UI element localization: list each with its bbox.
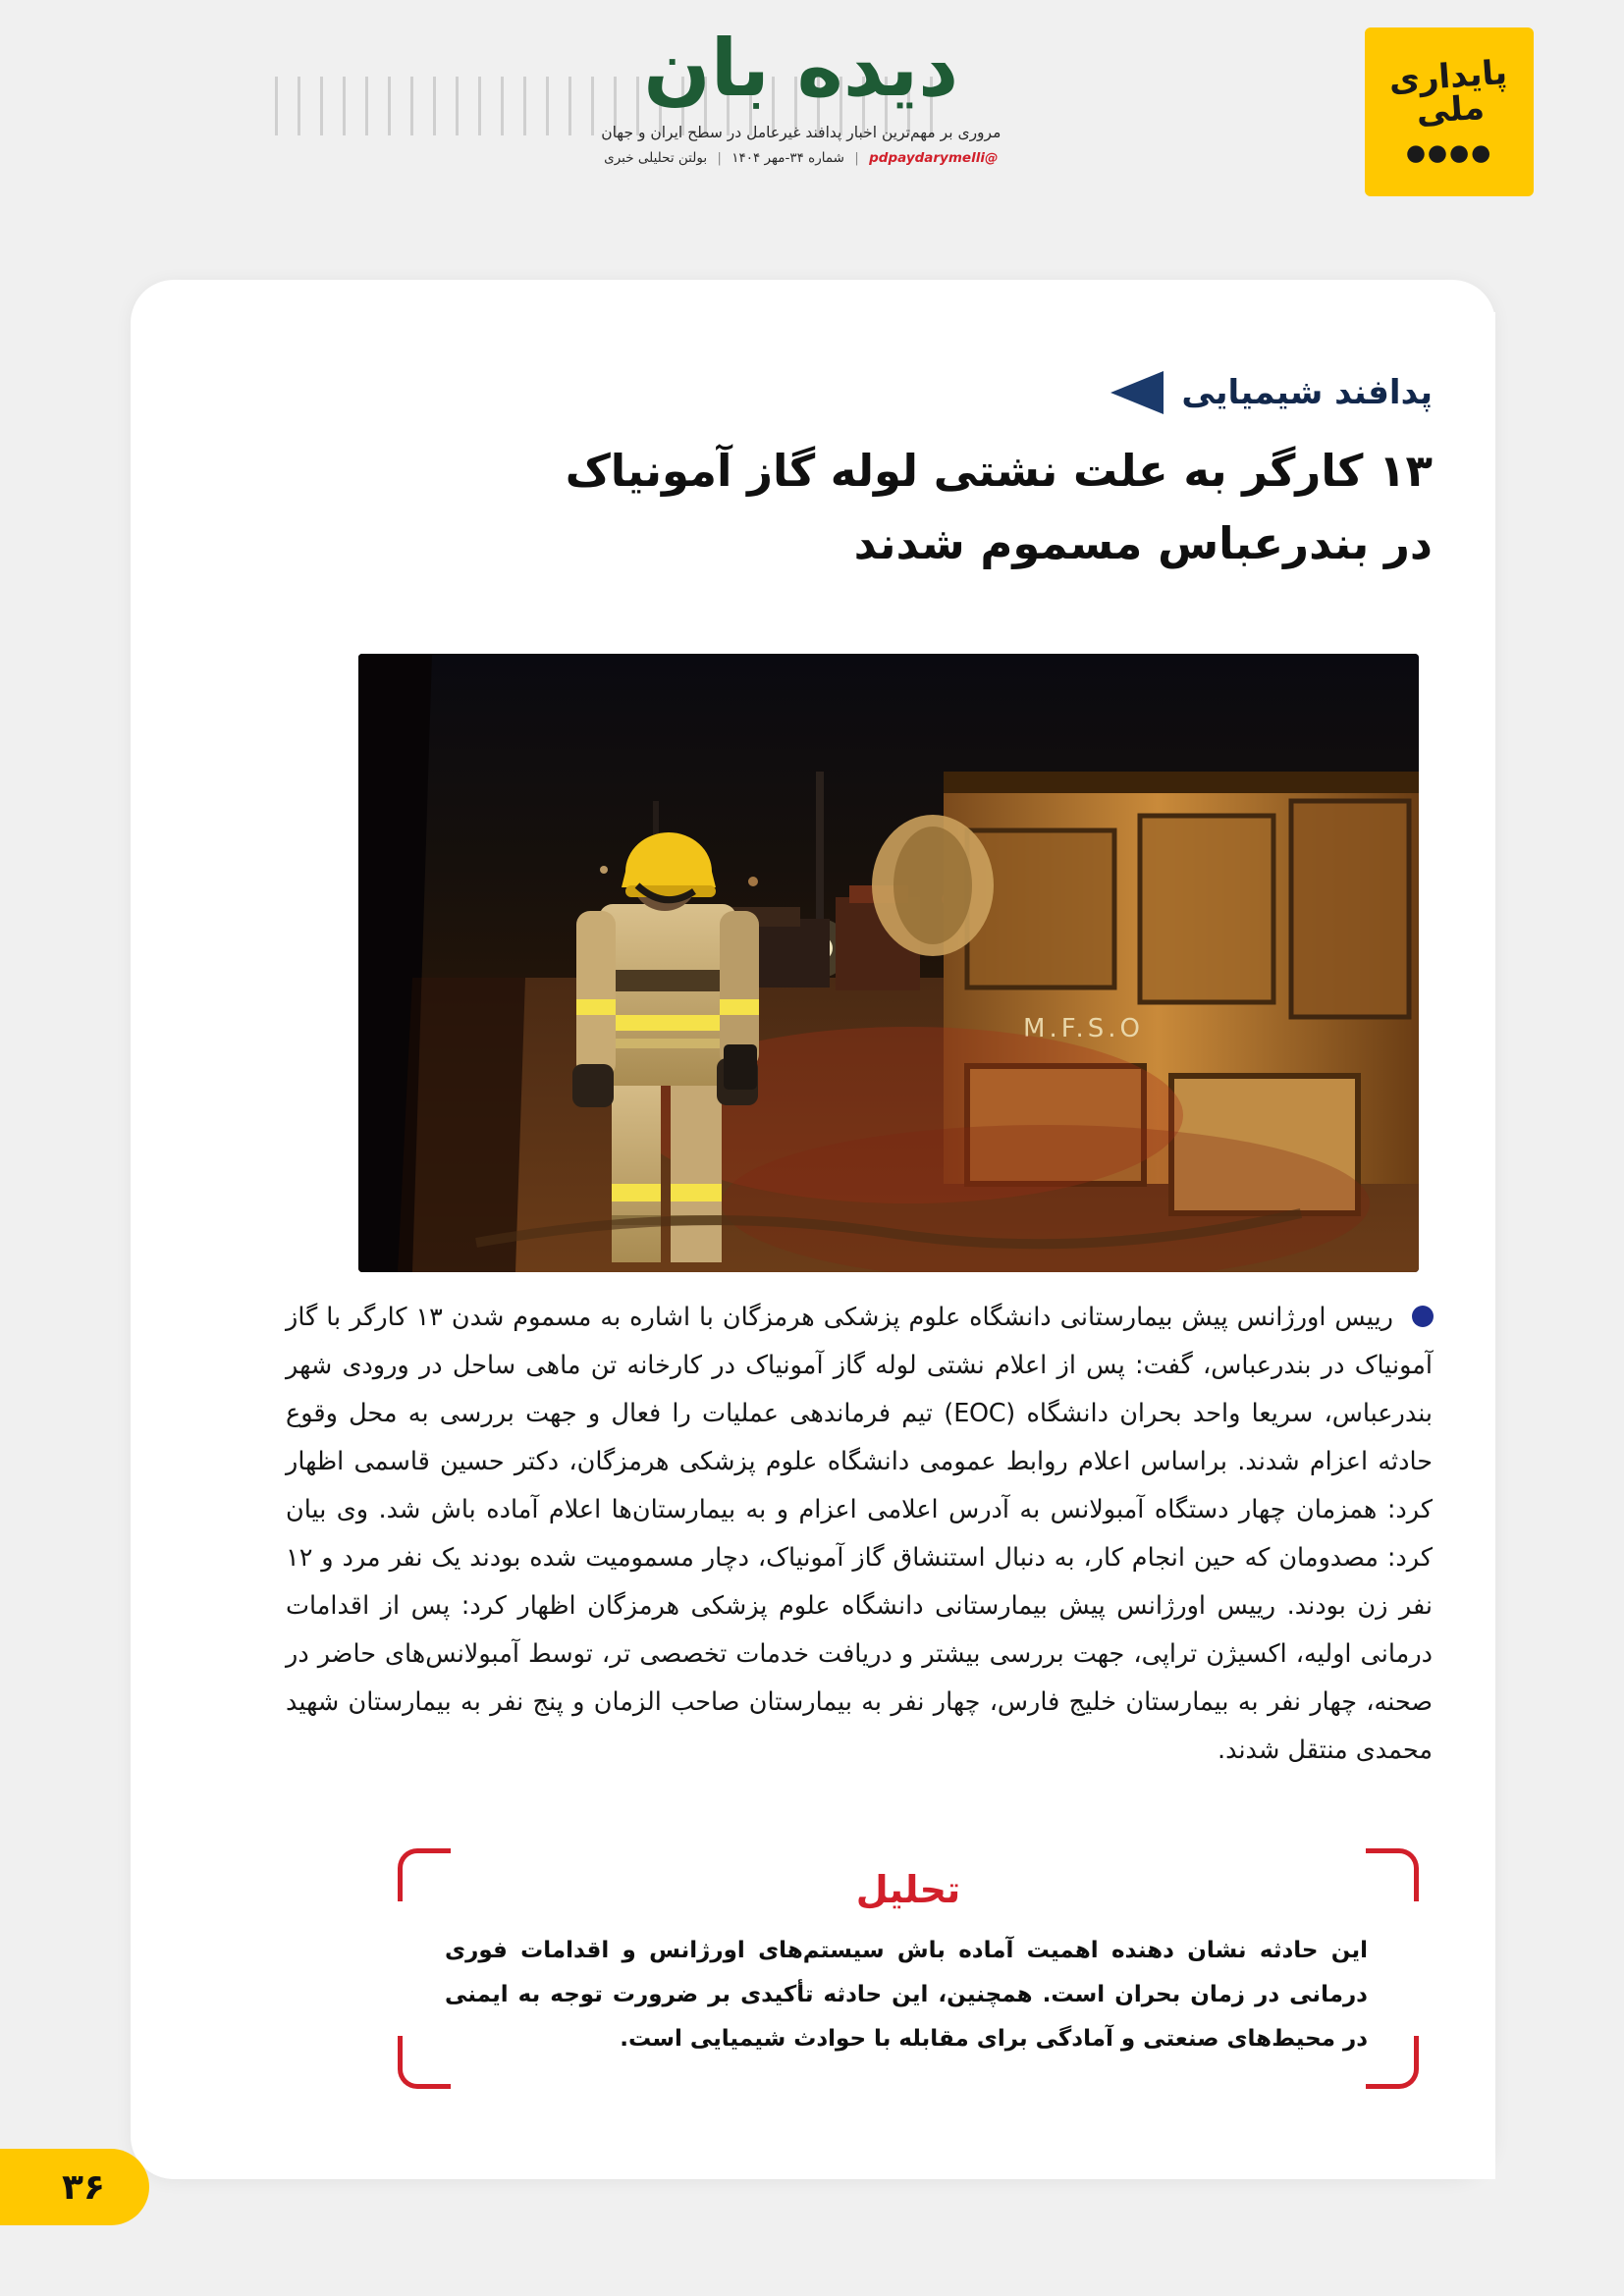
analysis-text: این حادثه نشان دهنده اهمیت آماده باش سیستم‌های اورژانس و اقدامات فوری درمانی در زمان بحران است. همچنین، این حادثه تأکیدی بر ضرورت توجه به ایمنی در محیط‌های صنعتی و آمادگی برای مقابله با حوادث شیمیایی است. bbox=[445, 1938, 1368, 2052]
section-label-text: پدافند شیمیایی bbox=[1181, 373, 1433, 412]
corner-bottom-left bbox=[398, 2036, 451, 2089]
article-photo bbox=[358, 654, 1419, 1272]
photo-illustration bbox=[358, 654, 1419, 1272]
logo-tagline: مروری بر مهم‌ترین اخبار پدافند غیرعامل در سطح ایران و جهان bbox=[601, 124, 1001, 141]
meta-separator-2: | bbox=[717, 150, 722, 166]
logo-meta bbox=[526, 150, 1076, 166]
logo-wordmark: دیده بان bbox=[643, 23, 959, 114]
analysis-title: تحلیل bbox=[855, 1868, 961, 1911]
bulletin-type-text: بولتن تحلیلی خبری bbox=[604, 150, 708, 166]
article-inner-card bbox=[219, 312, 1495, 2179]
masthead bbox=[0, 0, 1624, 253]
article-body-text: رییس اورژانس پیش بیمارستانی دانشگاه علوم پزشکی هرمزگان با اشاره به مسموم شدن ۱۳ کارگر با گاز آمونیاک در بندرعباس، گفت: پس از اعلام نشتی لوله گاز آمونیاک در کارخانه تن ماهی ساحل در ورودی شهر بندرعباس، سریعا واحد بحران دانشگاه (EOC) تیم فرماندهی عملیات را فعال و جهت بررسی به محل وقوع حادثه اعزام شدند. براساس اعلام روابط عمومی دانشگاه علوم پزشکی هرمزگان، دکتر حسین قاسمی اظهار کرد: همزمان چهار دستگاه آمبولانس به آدرس اعلامی اعزام و به بیمارستان‌ها اعلام آماده باش شد. وی بیان کرد: مصدومان که حین انجام کار، به دنبال استنشاق گاز آمونیاک، دچار مسمومیت شده بودند یک نفر مرد و ۱۲ نفر زن بودند. رییس اورژانس پیش بیمارستانی دانشگاه علوم پزشکی هرمزگان اظهار کرد: پس از اقدامات درمانی اولیه، اکسیژن تراپی، جهت بررسی بیشتر و دریافت خدمات تخصصی تر، توسط آمبولانس‌های حاضر در صحنه، چهار نفر به بیمارستان خلیج فارس، چهار نفر به بیمارستان صاحب الزمان و پنج نفر به بیمارستان شهید محمدی منتقل شدند. bbox=[286, 1303, 1433, 1765]
flag-icon bbox=[1110, 371, 1164, 414]
issue-text: شماره ۳۴-مهر ۱۴۰۴ bbox=[731, 150, 844, 166]
meta-separator-1: | bbox=[854, 150, 859, 166]
article-card bbox=[131, 280, 1495, 2179]
page-title bbox=[451, 435, 1433, 581]
article-body bbox=[286, 1294, 1433, 1775]
headline-line-2: در بندرعباس مسموم شدند bbox=[853, 517, 1433, 570]
badge-dots: ●●●● bbox=[1405, 139, 1493, 166]
page-number-tab bbox=[0, 2149, 149, 2225]
badge-title: پایداری ملی bbox=[1387, 52, 1509, 132]
organization-badge bbox=[1365, 27, 1534, 196]
handle-text: @pdpaydarymelli bbox=[869, 150, 999, 166]
corner-bottom-right bbox=[1366, 2036, 1419, 2089]
page-number: ۳۶ bbox=[62, 2166, 105, 2208]
analysis-box bbox=[398, 1848, 1419, 2089]
svg-text:M.F.S.O: M.F.S.O bbox=[1023, 1014, 1144, 1043]
headline-line-1: ۱۳ کارگر به علت نشتی لوله گاز آمونیاک bbox=[565, 445, 1433, 497]
section-label bbox=[1110, 371, 1433, 414]
bullet-icon bbox=[1412, 1306, 1434, 1327]
publication-logo bbox=[526, 23, 1076, 166]
